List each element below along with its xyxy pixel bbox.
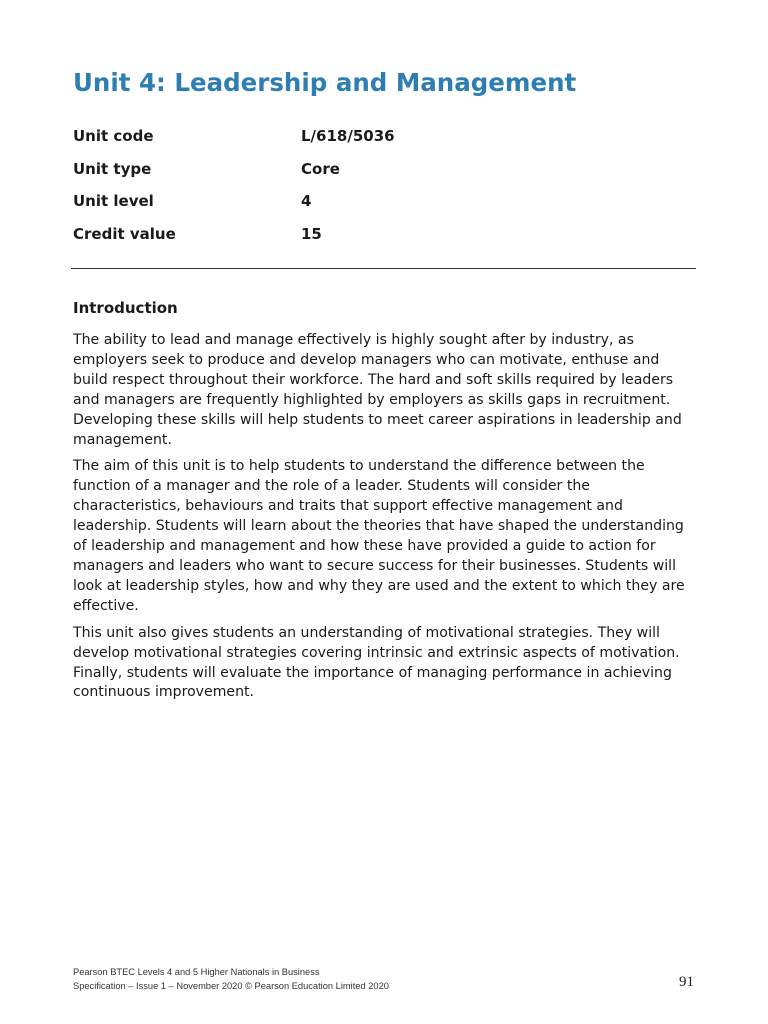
footer-text [73, 966, 389, 993]
footer-line: Pearson BTEC Levels 4 and 5 Higher Nationals in Business [73, 967, 320, 977]
page-title: Unit 4: Leadership and Management [73, 68, 577, 97]
unit-info-label: Unit code [73, 127, 154, 145]
paragraph [73, 331, 701, 450]
paragraph [73, 624, 701, 704]
page-number: 91 [679, 974, 694, 990]
text-line: The aim of this unit is to help students to understand the difference between the [73, 458, 645, 475]
unit-info-label: Unit level [73, 192, 154, 210]
text-line: build respect throughout their workforce. The hard and soft skills required by leaders [73, 371, 674, 388]
text-line: management. [73, 431, 172, 448]
unit-info-label: Credit value [73, 224, 176, 243]
introduction-heading: Introduction [73, 299, 178, 317]
text-line: managers and leaders who want to secure success for their businesses. Students will [73, 557, 677, 574]
text-line: effective. [73, 597, 139, 614]
text-line: Developing these skills will help students to meet career aspirations in leadership and [73, 411, 682, 428]
unit-info-value: 4 [301, 192, 312, 210]
text-line: develop motivational strategies covering intrinsic and extrinsic aspects of motivation. [73, 644, 680, 661]
text-line: Finally, students will evaluate the importance of managing performance in achieving [73, 664, 672, 681]
text-line: and managers are frequently highlighted by employers as skills gaps in recruitment. [73, 391, 671, 408]
paragraph [73, 457, 701, 616]
text-line: of leadership and management and how these have provided a guide to action for [73, 538, 656, 555]
unit-info-row [73, 160, 633, 193]
text-line: This unit also gives students an understanding of motivational strategies. They will [73, 624, 660, 641]
section-divider [71, 268, 696, 269]
unit-info-value: L/618/5036 [301, 127, 395, 145]
text-line: continuous improvement. [73, 684, 255, 701]
text-line: The ability to lead and manage effectively is highly sought after by industry, as [73, 332, 634, 348]
unit-info-row [73, 127, 633, 160]
unit-info-label: Unit type [73, 159, 152, 178]
unit-info-value: Core [301, 159, 340, 178]
text-line: leadership. Students will learn about the theories that have shaped the understanding [73, 518, 684, 535]
unit-info-row [73, 192, 633, 225]
text-line: employers seek to produce and develop managers who can motivate, enthuse and [73, 351, 660, 368]
text-line: function of a manager and the role of a leader. Students will consider the [73, 478, 590, 495]
text-line: look at leadership styles, how and why they are used and the extent to which they are [73, 577, 685, 594]
unit-info-row [73, 225, 633, 258]
unit-info-table [73, 127, 633, 257]
text-line: characteristics, behaviours and traits that support effective management and [73, 498, 623, 515]
introduction-body [73, 331, 701, 710]
unit-info-value: 15 [301, 224, 322, 243]
footer-line: Specification – Issue 1 – November 2020 © Pearson Education Limited 2020 [73, 980, 389, 991]
